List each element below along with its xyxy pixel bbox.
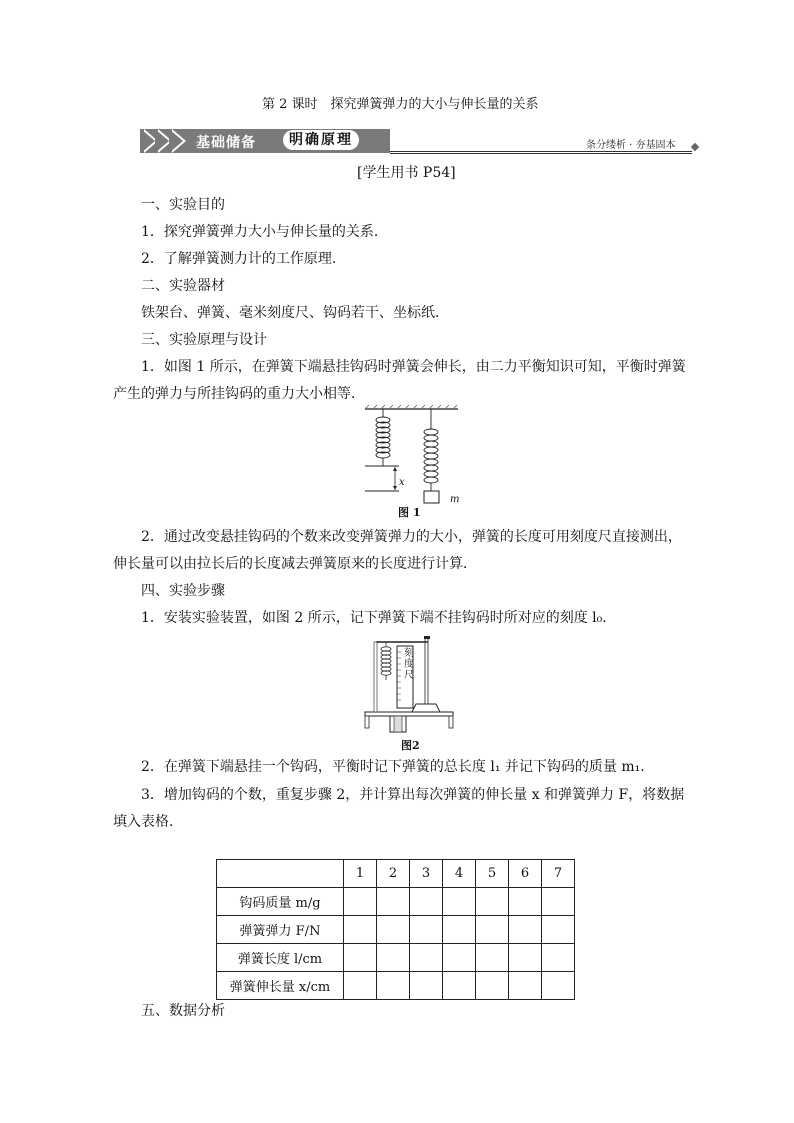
table-row xyxy=(217,944,575,972)
principle-p2-line2: 伸长量可以由拉长后的长度减去弹簧原来的长度进行计算． xyxy=(113,556,477,572)
table-row xyxy=(217,888,575,916)
figure-1-springs xyxy=(355,405,465,520)
ruler-label-3: 尺 xyxy=(404,670,414,681)
heading-purpose: 一、实验目的 xyxy=(141,197,225,213)
banner-rule xyxy=(390,153,692,154)
table-cell xyxy=(476,888,509,916)
principle-p2-line1: 2．通过改变悬挂钩码的个数来改变弹簧弹力的大小，弹簧的长度可用刻度尺直接测出， xyxy=(141,529,682,545)
figure-1-label-m: m xyxy=(450,494,460,505)
table-row-label: 弹簧弹力 F/N xyxy=(217,916,344,944)
table-cell xyxy=(344,916,377,944)
page-title: 第 2 课时 探究弹簧弹力的大小与伸长量的关系 xyxy=(262,97,539,112)
table-row-label: 弹簧伸长量 x/cm xyxy=(217,972,344,1000)
heading-steps: 四、实验步骤 xyxy=(141,583,225,599)
step-2: 2．在弹簧下端悬挂一个钩码，平衡时记下弹簧的总长度 l₁ 并记下钩码的质量 m₁. xyxy=(141,759,645,775)
chevron-icon xyxy=(169,129,183,153)
principle-p1-line1: 1．如图 1 所示，在弹簧下端悬挂钩码时弹簧会伸长，由二力平衡知识可知，平衡时弹簧 xyxy=(141,359,686,375)
figure-2-caption: 图2 xyxy=(401,739,420,752)
table-cell xyxy=(377,944,410,972)
heading-principle: 三、实验原理与设计 xyxy=(141,332,267,348)
table-cell xyxy=(344,944,377,972)
ruler-label-1: 刻 xyxy=(404,648,414,659)
figure-1-caption: 图 1 xyxy=(398,506,421,519)
table-cell xyxy=(476,916,509,944)
diamond-icon xyxy=(691,143,699,151)
table-cell xyxy=(377,888,410,916)
table-cell xyxy=(344,972,377,1000)
purpose-item-2: 2．了解弹簧测力计的工作原理． xyxy=(141,251,346,267)
chevron-icon xyxy=(141,129,155,153)
table-cell xyxy=(410,972,443,1000)
ruler-label-2: 度 xyxy=(404,659,414,670)
table-row xyxy=(217,972,575,1000)
table-cell xyxy=(410,888,443,916)
step-1: 1．安装实验装置，如图 2 所示，记下弹簧下端不挂钩码时所对应的刻度 l₀. xyxy=(141,610,607,626)
table-header-row xyxy=(217,860,575,888)
step-3-line1: 3．增加钩码的个数，重复步骤 2，并计算出每次弹簧的伸长量 x 和弹簧弹力 F，将数据 xyxy=(141,787,685,803)
table-header-cell: 1 xyxy=(344,860,377,888)
table-cell xyxy=(443,916,476,944)
table-cell xyxy=(509,916,542,944)
section-banner xyxy=(140,126,700,156)
table-cell xyxy=(410,916,443,944)
table-header-cell: 6 xyxy=(509,860,542,888)
table-cell xyxy=(509,972,542,1000)
figure-1-label-x: x xyxy=(399,477,405,488)
book-reference: [学生用书 P54] xyxy=(357,165,456,181)
table-cell xyxy=(443,944,476,972)
table-cell xyxy=(344,888,377,916)
equipment-list: 铁架台、弹簧、毫米刻度尺、钩码若干、坐标纸． xyxy=(141,305,449,321)
table-cell xyxy=(377,916,410,944)
table-header-cell: 7 xyxy=(542,860,575,888)
table-cell xyxy=(443,972,476,1000)
table-cell xyxy=(476,972,509,1000)
table-row xyxy=(217,916,575,944)
table-header-cell: 4 xyxy=(443,860,476,888)
table-cell xyxy=(542,888,575,916)
banner-title: 基础储备 xyxy=(196,135,256,151)
purpose-item-1: 1．探究弹簧弹力大小与伸长量的关系． xyxy=(141,224,388,240)
table-header-cell: 3 xyxy=(410,860,443,888)
table-cell xyxy=(443,888,476,916)
table-cell xyxy=(509,944,542,972)
table-cell xyxy=(542,916,575,944)
table-row-label: 钩码质量 m/g xyxy=(217,888,344,916)
table-cell xyxy=(542,972,575,1000)
heading-analysis: 五、数据分析 xyxy=(141,1003,225,1019)
banner-subtitle: 明确原理 xyxy=(283,130,359,150)
banner-tagline: 条分缕析 · 夯基固本 xyxy=(586,140,676,151)
table-cell xyxy=(377,972,410,1000)
step-3-line2: 填入表格． xyxy=(113,814,183,830)
table-cell xyxy=(410,944,443,972)
table-cell xyxy=(476,944,509,972)
chevron-icon xyxy=(155,129,169,153)
heading-equipment: 二、实验器材 xyxy=(141,278,225,294)
table-cell xyxy=(542,944,575,972)
table-cell xyxy=(217,860,344,888)
principle-p1-line2: 产生的弹力与所挂钩码的重力大小相等． xyxy=(113,386,365,402)
table-header-cell: 5 xyxy=(476,860,509,888)
table-header-cell: 2 xyxy=(377,860,410,888)
banner-rule xyxy=(390,151,692,152)
table-cell xyxy=(509,888,542,916)
table-row-label: 弹簧长度 l/cm xyxy=(217,944,344,972)
data-table xyxy=(216,859,575,1000)
